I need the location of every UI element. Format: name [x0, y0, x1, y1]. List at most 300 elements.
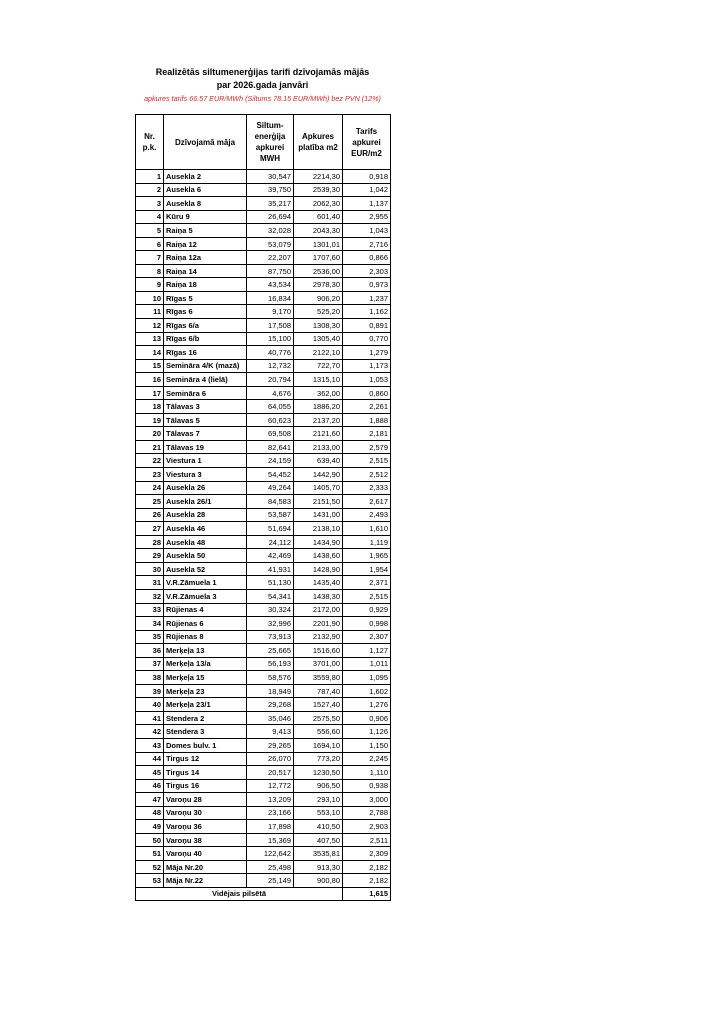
cell-nr: 8 [136, 264, 164, 278]
cell-area: 2201,90 [294, 617, 343, 631]
cell-energy: 29,265 [247, 738, 294, 752]
cell-house: Māja Nr.22 [164, 874, 247, 888]
cell-tariff: 1,110 [343, 766, 391, 780]
cell-nr: 27 [136, 522, 164, 536]
cell-house: Merķeļa 23 [164, 684, 247, 698]
table-row [136, 766, 391, 780]
cell-house: V.R.Zāmuela 1 [164, 576, 247, 590]
cell-area: 1308,30 [294, 319, 343, 333]
table-row [136, 725, 391, 739]
table-row [136, 549, 391, 563]
cell-house: Semināra 4 (lielā) [164, 373, 247, 387]
cell-area: 2536,00 [294, 264, 343, 278]
cell-tariff: 2,182 [343, 874, 391, 888]
table-row [136, 305, 391, 319]
cell-tariff: 1,173 [343, 359, 391, 373]
table-row [136, 359, 391, 373]
cell-house: Rīgas 5 [164, 291, 247, 305]
cell-energy: 9,413 [247, 725, 294, 739]
cell-house: Varoņu 30 [164, 806, 247, 820]
cell-nr: 30 [136, 562, 164, 576]
cell-energy: 12,732 [247, 359, 294, 373]
table-header-row [136, 115, 391, 170]
table-row [136, 224, 391, 238]
cell-tariff: 2,515 [343, 589, 391, 603]
cell-area: 553,10 [294, 806, 343, 820]
cell-area: 2133,00 [294, 440, 343, 454]
table-row [136, 833, 391, 847]
cell-tariff: 2,617 [343, 495, 391, 509]
table-row [136, 630, 391, 644]
cell-area: 1442,90 [294, 468, 343, 482]
table-row [136, 346, 391, 360]
cell-nr: 34 [136, 617, 164, 631]
cell-energy: 84,583 [247, 495, 294, 509]
cell-nr: 21 [136, 440, 164, 454]
cell-house: Rīgas 6/b [164, 332, 247, 346]
cell-area: 900,80 [294, 874, 343, 888]
cell-nr: 48 [136, 806, 164, 820]
cell-tariff: 0,770 [343, 332, 391, 346]
cell-area: 2575,50 [294, 711, 343, 725]
cell-nr: 37 [136, 657, 164, 671]
cell-tariff: 1,011 [343, 657, 391, 671]
cell-tariff: 2,245 [343, 752, 391, 766]
cell-energy: 35,217 [247, 197, 294, 211]
cell-house: Varoņu 40 [164, 847, 247, 861]
cell-tariff: 0,891 [343, 319, 391, 333]
cell-house: Raiņa 14 [164, 264, 247, 278]
cell-nr: 44 [136, 752, 164, 766]
table-row [136, 400, 391, 414]
cell-tariff: 1,888 [343, 413, 391, 427]
cell-area: 1405,70 [294, 481, 343, 495]
cell-area: 1305,40 [294, 332, 343, 346]
cell-area: 2539,30 [294, 183, 343, 197]
cell-nr: 29 [136, 549, 164, 563]
cell-nr: 17 [136, 386, 164, 400]
table-row [136, 170, 391, 184]
cell-house: Māja Nr.20 [164, 860, 247, 874]
header-area: Apkures platība m2 [294, 115, 343, 170]
cell-tariff: 0,860 [343, 386, 391, 400]
cell-energy: 9,170 [247, 305, 294, 319]
cell-tariff: 0,938 [343, 779, 391, 793]
title-line-2: par 2026.gada janvāri [216, 80, 309, 90]
cell-energy: 26,694 [247, 210, 294, 224]
cell-energy: 29,268 [247, 698, 294, 712]
cell-house: Raiņa 12 [164, 237, 247, 251]
table-row [136, 535, 391, 549]
cell-area: 722,70 [294, 359, 343, 373]
cell-tariff: 2,307 [343, 630, 391, 644]
cell-energy: 12,772 [247, 779, 294, 793]
table-row [136, 183, 391, 197]
cell-house: Rīgas 6 [164, 305, 247, 319]
cell-tariff: 1,150 [343, 738, 391, 752]
cell-house: Tirgus 16 [164, 779, 247, 793]
table-row [136, 752, 391, 766]
cell-area: 2978,30 [294, 278, 343, 292]
cell-tariff: 2,181 [343, 427, 391, 441]
cell-energy: 26,070 [247, 752, 294, 766]
cell-energy: 39,750 [247, 183, 294, 197]
table-row [136, 644, 391, 658]
cell-energy: 35,046 [247, 711, 294, 725]
table-row [136, 278, 391, 292]
cell-energy: 15,369 [247, 833, 294, 847]
cell-house: Tālavas 7 [164, 427, 247, 441]
cell-energy: 25,149 [247, 874, 294, 888]
cell-tariff: 0,998 [343, 617, 391, 631]
cell-area: 2122,10 [294, 346, 343, 360]
table-row [136, 508, 391, 522]
cell-nr: 20 [136, 427, 164, 441]
cell-house: Auseklа 50 [164, 549, 247, 563]
cell-nr: 7 [136, 251, 164, 265]
cell-area: 2043,30 [294, 224, 343, 238]
cell-tariff: 1,162 [343, 305, 391, 319]
table-row [136, 847, 391, 861]
cell-area: 1315,10 [294, 373, 343, 387]
cell-area: 913,30 [294, 860, 343, 874]
table-row [136, 264, 391, 278]
cell-area: 1694,10 [294, 738, 343, 752]
cell-house: V.R.Zāmuela 3 [164, 589, 247, 603]
cell-area: 773,20 [294, 752, 343, 766]
cell-house: Semināra 4/K (mazā) [164, 359, 247, 373]
cell-tariff: 1,965 [343, 549, 391, 563]
cell-nr: 42 [136, 725, 164, 739]
cell-nr: 15 [136, 359, 164, 373]
cell-house: Stendera 2 [164, 711, 247, 725]
table-row [136, 332, 391, 346]
cell-area: 3701,00 [294, 657, 343, 671]
cell-house: Tirgus 14 [164, 766, 247, 780]
cell-area: 1438,30 [294, 589, 343, 603]
cell-house: Varoņu 36 [164, 820, 247, 834]
cell-energy: 87,750 [247, 264, 294, 278]
cell-nr: 1 [136, 170, 164, 184]
cell-area: 1428,90 [294, 562, 343, 576]
cell-tariff: 1,095 [343, 671, 391, 685]
cell-energy: 43,534 [247, 278, 294, 292]
cell-house: Merķeļa 23/1 [164, 698, 247, 712]
cell-energy: 53,587 [247, 508, 294, 522]
table-row [136, 779, 391, 793]
table-row [136, 820, 391, 834]
table-row [136, 711, 391, 725]
cell-area: 3535,81 [294, 847, 343, 861]
table-row [136, 481, 391, 495]
cell-energy: 24,159 [247, 454, 294, 468]
table-row [136, 589, 391, 603]
cell-tariff: 0,906 [343, 711, 391, 725]
cell-nr: 31 [136, 576, 164, 590]
table-row [136, 522, 391, 536]
cell-house: Tālavas 3 [164, 400, 247, 414]
table-row [136, 576, 391, 590]
table-row [136, 386, 391, 400]
cell-energy: 51,694 [247, 522, 294, 536]
cell-house: Auseklа 8 [164, 197, 247, 211]
cell-area: 2062,30 [294, 197, 343, 211]
cell-energy: 58,576 [247, 671, 294, 685]
cell-energy: 32,028 [247, 224, 294, 238]
cell-energy: 30,324 [247, 603, 294, 617]
tariff-subtitle: apkures tarifs 66.57 EUR/MWh (Siltums 78.15 EUR/MWh) bez PVN (12%) [144, 94, 381, 103]
cell-area: 2132,90 [294, 630, 343, 644]
cell-nr: 14 [136, 346, 164, 360]
cell-nr: 49 [136, 820, 164, 834]
cell-energy: 60,623 [247, 413, 294, 427]
cell-area: 1431,00 [294, 508, 343, 522]
cell-area: 293,10 [294, 793, 343, 807]
cell-nr: 11 [136, 305, 164, 319]
cell-energy: 73,913 [247, 630, 294, 644]
tariff-table [135, 114, 391, 901]
table-row [136, 319, 391, 333]
cell-house: Merķeļa 13 [164, 644, 247, 658]
cell-tariff: 2,788 [343, 806, 391, 820]
cell-nr: 10 [136, 291, 164, 305]
cell-nr: 4 [136, 210, 164, 224]
cell-house: Auseklа 48 [164, 535, 247, 549]
table-row [136, 657, 391, 671]
cell-house: Varoņu 38 [164, 833, 247, 847]
cell-house: Rūjienas 8 [164, 630, 247, 644]
cell-area: 1886,20 [294, 400, 343, 414]
table-row [136, 413, 391, 427]
cell-area: 1516,60 [294, 644, 343, 658]
table-row [136, 738, 391, 752]
cell-area: 2138,10 [294, 522, 343, 536]
cell-house: Auseklа 46 [164, 522, 247, 536]
table-row [136, 468, 391, 482]
cell-nr: 16 [136, 373, 164, 387]
cell-area: 2214,30 [294, 170, 343, 184]
cell-area: 3559,80 [294, 671, 343, 685]
cell-house: Domes bulv. 1 [164, 738, 247, 752]
cell-energy: 20,794 [247, 373, 294, 387]
cell-area: 2151,50 [294, 495, 343, 509]
cell-tariff: 1,042 [343, 183, 391, 197]
cell-area: 787,40 [294, 684, 343, 698]
table-row [136, 454, 391, 468]
cell-tariff: 1,137 [343, 197, 391, 211]
cell-tariff: 1,126 [343, 725, 391, 739]
cell-house: Tālavas 5 [164, 413, 247, 427]
cell-energy: 25,665 [247, 644, 294, 658]
cell-nr: 46 [136, 779, 164, 793]
cell-area: 1301,01 [294, 237, 343, 251]
cell-nr: 28 [136, 535, 164, 549]
cell-tariff: 2,579 [343, 440, 391, 454]
cell-nr: 25 [136, 495, 164, 509]
table-row [136, 874, 391, 888]
cell-house: Raiņa 18 [164, 278, 247, 292]
cell-energy: 16,834 [247, 291, 294, 305]
table-row [136, 291, 391, 305]
cell-energy: 22,207 [247, 251, 294, 265]
cell-nr: 13 [136, 332, 164, 346]
document [135, 66, 390, 901]
cell-area: 1434,90 [294, 535, 343, 549]
cell-nr: 19 [136, 413, 164, 427]
cell-area: 906,20 [294, 291, 343, 305]
average-label: Vidējais pilsētā [136, 887, 343, 900]
cell-house: Tirgus 12 [164, 752, 247, 766]
cell-tariff: 2,512 [343, 468, 391, 482]
cell-energy: 51,130 [247, 576, 294, 590]
cell-area: 1707,60 [294, 251, 343, 265]
cell-house: Semināra 6 [164, 386, 247, 400]
cell-energy: 13,209 [247, 793, 294, 807]
cell-nr: 9 [136, 278, 164, 292]
cell-nr: 3 [136, 197, 164, 211]
cell-house: Auseklа 2 [164, 170, 247, 184]
cell-house: Rūjienas 4 [164, 603, 247, 617]
cell-nr: 53 [136, 874, 164, 888]
cell-energy: 32,996 [247, 617, 294, 631]
table-row [136, 562, 391, 576]
cell-tariff: 2,182 [343, 860, 391, 874]
cell-area: 906,50 [294, 779, 343, 793]
cell-nr: 24 [136, 481, 164, 495]
cell-energy: 23,166 [247, 806, 294, 820]
cell-energy: 30,547 [247, 170, 294, 184]
table-row [136, 698, 391, 712]
cell-energy: 69,508 [247, 427, 294, 441]
cell-tariff: 2,716 [343, 237, 391, 251]
cell-nr: 32 [136, 589, 164, 603]
cell-nr: 51 [136, 847, 164, 861]
cell-nr: 41 [136, 711, 164, 725]
cell-house: Kūru 9 [164, 210, 247, 224]
cell-tariff: 1,119 [343, 535, 391, 549]
cell-area: 407,50 [294, 833, 343, 847]
cell-energy: 49,264 [247, 481, 294, 495]
cell-energy: 17,508 [247, 319, 294, 333]
cell-area: 1230,50 [294, 766, 343, 780]
cell-energy: 17,898 [247, 820, 294, 834]
cell-area: 1438,60 [294, 549, 343, 563]
cell-nr: 52 [136, 860, 164, 874]
table-row [136, 237, 391, 251]
cell-energy: 24,112 [247, 535, 294, 549]
header-nr: Nr. p.k. [136, 115, 164, 170]
table-row [136, 427, 391, 441]
cell-tariff: 1,602 [343, 684, 391, 698]
cell-tariff: 1,053 [343, 373, 391, 387]
cell-area: 556,60 [294, 725, 343, 739]
cell-tariff: 1,127 [343, 644, 391, 658]
cell-tariff: 1,954 [343, 562, 391, 576]
cell-area: 410,50 [294, 820, 343, 834]
cell-energy: 40,776 [247, 346, 294, 360]
table-row [136, 617, 391, 631]
cell-nr: 5 [136, 224, 164, 238]
table-row [136, 806, 391, 820]
cell-tariff: 1,276 [343, 698, 391, 712]
header-energy: Siltum-enerģija apkurei MWH [247, 115, 294, 170]
cell-area: 2137,20 [294, 413, 343, 427]
cell-house: Rīgas 6/a [164, 319, 247, 333]
cell-tariff: 2,493 [343, 508, 391, 522]
average-value: 1,615 [343, 887, 391, 900]
cell-house: Merķeļa 15 [164, 671, 247, 685]
cell-nr: 43 [136, 738, 164, 752]
table-footer-row [136, 887, 391, 900]
cell-tariff: 2,309 [343, 847, 391, 861]
header-house: Dzīvojamā māja [164, 115, 247, 170]
cell-nr: 26 [136, 508, 164, 522]
table-row [136, 860, 391, 874]
cell-nr: 23 [136, 468, 164, 482]
cell-nr: 36 [136, 644, 164, 658]
cell-nr: 6 [136, 237, 164, 251]
cell-tariff: 1,610 [343, 522, 391, 536]
cell-tariff: 0,973 [343, 278, 391, 292]
table-row [136, 210, 391, 224]
cell-house: Tālavas 19 [164, 440, 247, 454]
cell-house: Rīgas 16 [164, 346, 247, 360]
cell-nr: 40 [136, 698, 164, 712]
cell-nr: 18 [136, 400, 164, 414]
cell-energy: 53,079 [247, 237, 294, 251]
cell-energy: 82,641 [247, 440, 294, 454]
cell-area: 1435,40 [294, 576, 343, 590]
cell-nr: 22 [136, 454, 164, 468]
table-row [136, 373, 391, 387]
cell-house: Auseklа 52 [164, 562, 247, 576]
table-row [136, 603, 391, 617]
cell-area: 525,20 [294, 305, 343, 319]
cell-nr: 33 [136, 603, 164, 617]
table-body [136, 170, 391, 888]
cell-energy: 54,452 [247, 468, 294, 482]
cell-tariff: 1,043 [343, 224, 391, 238]
cell-area: 639,40 [294, 454, 343, 468]
cell-house: Auseklа 26/1 [164, 495, 247, 509]
cell-tariff: 2,303 [343, 264, 391, 278]
cell-tariff: 2,903 [343, 820, 391, 834]
cell-tariff: 1,237 [343, 291, 391, 305]
cell-tariff: 2,371 [343, 576, 391, 590]
document-title [135, 66, 390, 92]
cell-tariff: 2,515 [343, 454, 391, 468]
header-tariff: Tarifs apkurei EUR/m2 [343, 115, 391, 170]
cell-tariff: 0,866 [343, 251, 391, 265]
table-row [136, 251, 391, 265]
cell-house: Merķeļa 13/a [164, 657, 247, 671]
cell-house: Raiņa 5 [164, 224, 247, 238]
cell-house: Raiņa 12a [164, 251, 247, 265]
cell-tariff: 1,279 [343, 346, 391, 360]
cell-area: 2121,60 [294, 427, 343, 441]
cell-house: Auseklа 6 [164, 183, 247, 197]
table-row [136, 793, 391, 807]
table-row [136, 495, 391, 509]
cell-tariff: 2,333 [343, 481, 391, 495]
cell-energy: 42,469 [247, 549, 294, 563]
cell-nr: 2 [136, 183, 164, 197]
cell-house: Stendera 3 [164, 725, 247, 739]
title-line-1: Realizētās siltumenerģijas tarifi dzīvojamās mājās [155, 67, 370, 77]
cell-tariff: 0,918 [343, 170, 391, 184]
table-row [136, 671, 391, 685]
cell-house: Viestura 3 [164, 468, 247, 482]
